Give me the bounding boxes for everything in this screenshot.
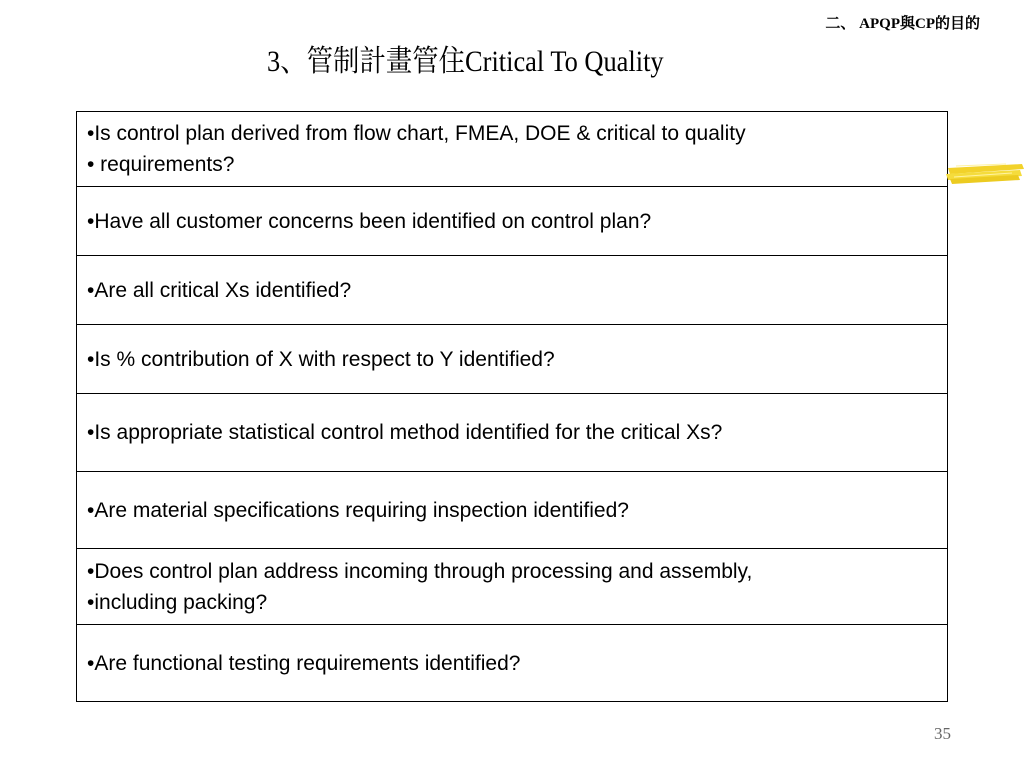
highlighter-stroke-icon — [946, 160, 1024, 186]
checklist-table — [76, 111, 948, 702]
section-header: 二、 APQP與CP的目的 — [825, 16, 980, 32]
slide-title: 3、管制計畫管住Critical To Quality — [266, 45, 664, 78]
checklist-item: •Are material specifications requiring inspection identified? — [77, 472, 948, 549]
table-row — [77, 325, 948, 394]
checklist-item: •Is control plan derived from flow chart, FMEA, DOE & critical to quality • requirements? — [77, 112, 948, 187]
table-row — [77, 187, 948, 256]
checklist-item: •Does control plan address incoming through processing and assembly, •including packing? — [77, 549, 948, 625]
table-row — [77, 256, 948, 325]
table-row — [77, 472, 948, 549]
table-row — [77, 625, 948, 702]
checklist-item: •Have all customer concerns been identified on control plan? — [77, 187, 948, 256]
table-row — [77, 549, 948, 625]
checklist-item: •Is % contribution of X with respect to Y identified? — [77, 325, 948, 394]
page-number: 35 — [934, 724, 951, 743]
table-row — [77, 112, 948, 187]
checklist-item: •Are all critical Xs identified? — [77, 256, 948, 325]
table-row — [77, 394, 948, 472]
checklist-item: •Is appropriate statistical control method identified for the critical Xs? — [77, 394, 948, 472]
checklist-item: •Are functional testing requirements identified? — [77, 625, 948, 702]
